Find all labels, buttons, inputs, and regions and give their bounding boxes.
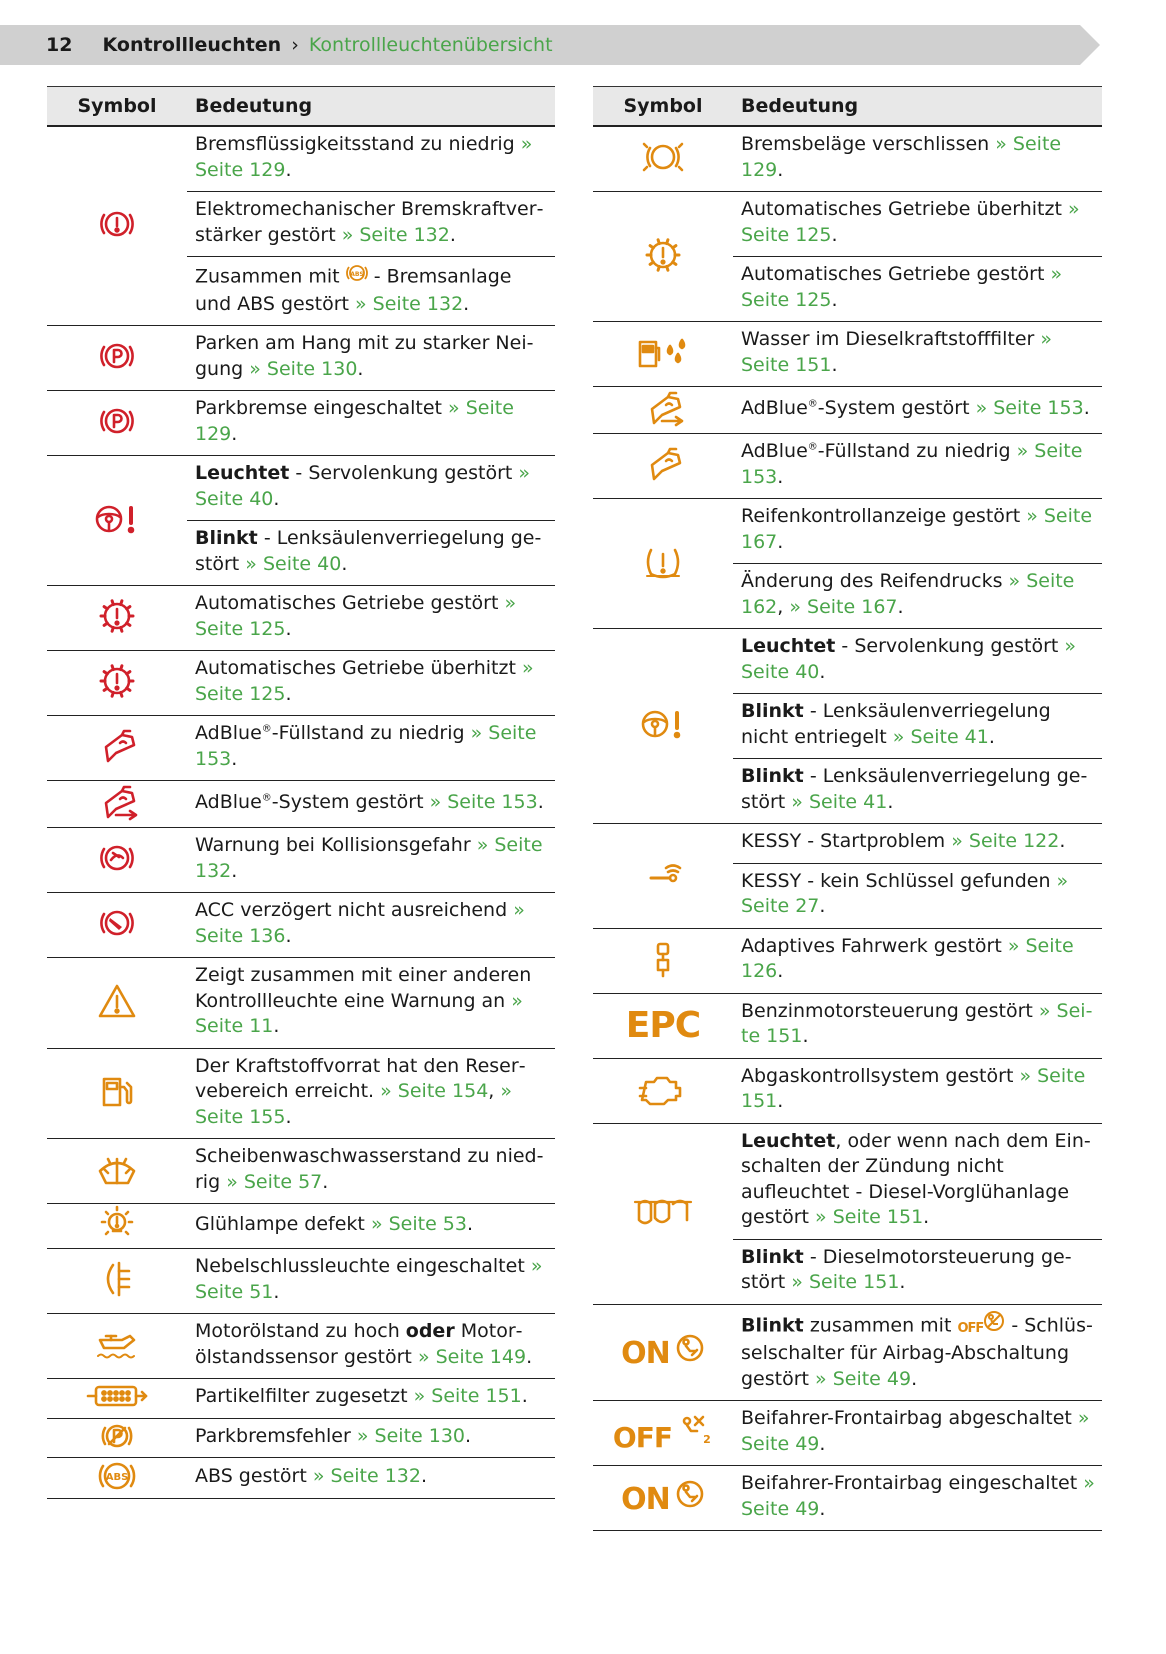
table-row xyxy=(593,1058,1102,1123)
page-reference-link[interactable]: » Seite 126 xyxy=(741,934,1074,982)
warning-triangle-icon xyxy=(97,983,137,1023)
table-row xyxy=(47,828,555,893)
status-label: Blinkt xyxy=(741,700,804,722)
symbol-cell xyxy=(593,928,733,993)
entry-description: AdBlue®-Füllstand zu niedrig » Seite 153. xyxy=(741,440,1083,488)
registered-mark: ® xyxy=(807,441,818,453)
meaning-column-header: Bedeutung xyxy=(187,87,555,127)
page-reference-link[interactable]: » Seite 41 xyxy=(791,790,888,813)
entry-text: , oder wenn nach dem Einschalten der Zündung nicht aufleuchtet - Diesel-Vorglühanlage gestört xyxy=(741,1129,1091,1228)
symbol-cell xyxy=(47,1379,187,1419)
entry-text: Beifahrer-Frontairbag abgeschaltet xyxy=(741,1407,1072,1429)
meaning-cell xyxy=(733,499,1102,629)
table-row xyxy=(47,586,555,651)
symbol-cell xyxy=(47,1314,187,1379)
page-reference-link[interactable]: » Seite 151 xyxy=(741,328,1053,376)
symbol-cell xyxy=(593,434,733,499)
page-reference-link[interactable]: » Seite 132 xyxy=(195,834,543,882)
page-reference-link[interactable]: » Seite 129 xyxy=(195,133,533,181)
glow-plug-icon xyxy=(633,1194,693,1234)
page-reference-link[interactable]: » Seite 136 xyxy=(195,899,525,947)
table-row xyxy=(593,192,1102,322)
adblue-level-red-icon xyxy=(94,725,140,771)
entry-text: - Dieselmotorsteuerung gestört xyxy=(741,1245,1072,1293)
entry-description: AdBlue®-System gestört » Seite 153. xyxy=(741,396,1090,419)
page-reference-link[interactable]: » Seite 49 xyxy=(815,1367,912,1390)
meaning-cell xyxy=(187,586,555,651)
table-row xyxy=(47,1418,555,1458)
page-reference-link[interactable]: » Seite 167 xyxy=(741,505,1093,553)
entry-description: Elektromechanischer Bremskraftverstärker gestört » Seite 132. xyxy=(187,191,555,256)
meaning-cell xyxy=(733,126,1102,192)
page-reference-link[interactable]: » Seite 40 xyxy=(741,635,1077,683)
meaning-cell xyxy=(733,1466,1102,1531)
symbol-cell xyxy=(47,958,187,1049)
page-reference-link[interactable]: » Seite 130 xyxy=(249,357,358,380)
parking-brake-fault-icon xyxy=(96,1419,138,1457)
symbol-cell xyxy=(47,326,187,391)
entry-text: - Lenksäulenverriegelung gestört xyxy=(741,765,1088,813)
table-row xyxy=(47,391,555,456)
gearbox-warning-amber-icon xyxy=(643,235,683,279)
page-reference-link[interactable]: » Seite 151 xyxy=(815,1206,924,1228)
table-row xyxy=(593,993,1102,1058)
page-reference-link[interactable]: » Seite 53 xyxy=(370,1212,467,1235)
epc-icon: EPC xyxy=(625,1005,701,1046)
entry-description: Glühlampe defekt » Seite 53. xyxy=(195,1212,474,1235)
collision-warning-icon xyxy=(94,840,140,880)
symbol-cell xyxy=(593,824,733,929)
entry-description: Wasser im Dieselkraftstofffilter » Seite 151. xyxy=(741,328,1053,376)
table-row xyxy=(593,322,1102,387)
meaning-cell xyxy=(187,456,555,586)
entry-description: Adaptives Fahrwerk gestört » Seite 126. xyxy=(741,934,1074,982)
entry-description: Blinkt - Lenksäulenverriegelung gestört » Seite 41. xyxy=(733,758,1102,823)
entry-description: Partikelfilter zugesetzt » Seite 151. xyxy=(195,1385,528,1407)
page-reference-link[interactable]: » Seite 57 xyxy=(226,1170,323,1193)
entry-text: Beifahrer-Frontairbag eingeschaltet xyxy=(741,1472,1078,1494)
registered-mark: ® xyxy=(261,792,272,804)
status-label: Leuchtet xyxy=(195,462,290,484)
entry-text: -System gestört xyxy=(817,396,970,419)
page-reference-link[interactable]: » Seite 167 xyxy=(789,595,898,618)
parking-brake-red-icon xyxy=(94,338,140,378)
registered-mark: ® xyxy=(261,723,272,735)
symbol-cell xyxy=(47,1139,187,1204)
entry-description: Der Kraftstoffvorrat hat den Reservebereich erreicht. » Seite 154, » Seite 155. xyxy=(195,1054,526,1128)
table-row xyxy=(593,1304,1102,1401)
meaning-cell xyxy=(733,1123,1102,1304)
entry-description: Parkbremsfehler » Seite 130. xyxy=(195,1424,472,1447)
symbol-cell xyxy=(47,893,187,958)
entry-description: Parkbremse eingeschaltet » Seite 129. xyxy=(195,397,514,445)
entry-text: Automatisches Getriebe gestört xyxy=(195,592,499,614)
entry-description: AdBlue®-Füllstand zu niedrig » Seite 153. xyxy=(195,722,537,770)
entry-text: KESSY - kein Schlüssel gefunden xyxy=(741,869,1051,892)
page-reference-link[interactable]: » Seite 153 xyxy=(429,790,538,813)
right-indicator-table xyxy=(593,86,1102,1531)
status-label: Leuchtet xyxy=(741,635,836,657)
rear-fog-light-icon xyxy=(99,1259,135,1303)
page-reference-link[interactable]: » Seite 132 xyxy=(312,1464,421,1487)
symbol-cell xyxy=(593,1058,733,1123)
entry-text: Elektromechanischer Bremskraftverstärker gestört xyxy=(195,198,544,246)
left-table-column xyxy=(47,86,555,1499)
entry-description: Automatisches Getriebe überhitzt » Seite 125. xyxy=(741,198,1080,246)
fuel-reserve-icon xyxy=(100,1071,134,1115)
status-label: Leuchtet xyxy=(741,1129,836,1152)
entry-text: - Schlüsselschalter für Airbag-Abschaltung gestört xyxy=(741,1313,1093,1390)
page-reference-link[interactable]: » Seite 155 xyxy=(195,1080,512,1128)
meaning-cell xyxy=(733,993,1102,1058)
table-row xyxy=(593,1466,1102,1531)
svg-text:2: 2 xyxy=(703,1432,711,1446)
page-reference-link[interactable]: » Seite 153 xyxy=(195,722,537,770)
symbol-cell xyxy=(593,387,733,434)
table-row xyxy=(593,824,1102,929)
entry-text: -System gestört xyxy=(271,790,424,813)
right-table-column xyxy=(593,86,1102,1531)
table-row xyxy=(593,126,1102,192)
gearbox-warning-red-icon xyxy=(97,661,137,705)
adblue-system-red-icon xyxy=(94,781,140,827)
page-reference-link[interactable]: » Seite 151 xyxy=(741,999,1093,1047)
entry-description: Leuchtet - Servolenkung gestört » Seite 40. xyxy=(741,635,1077,683)
entry-text: Abgaskontrollsystem gestört xyxy=(741,1064,1014,1087)
meaning-cell xyxy=(187,893,555,958)
entry-text: ACC verzögert nicht ausreichend xyxy=(195,899,508,921)
symbol-cell xyxy=(593,322,733,387)
entry-text: Der Kraftstoffvorrat hat den Reservebereich erreicht. xyxy=(195,1054,526,1102)
table-row xyxy=(47,651,555,716)
symbol-cell xyxy=(47,828,187,893)
status-label: Blinkt xyxy=(741,765,804,787)
status-label: Blinkt xyxy=(741,1313,804,1336)
meaning-cell xyxy=(733,387,1102,434)
meaning-cell xyxy=(733,322,1102,387)
symbol-cell xyxy=(47,1418,187,1458)
table-row xyxy=(47,456,555,586)
symbol-cell xyxy=(47,716,187,781)
meaning-cell xyxy=(733,1058,1102,1123)
airbag-on-icon: ON xyxy=(621,1479,705,1517)
page-number: 12 xyxy=(46,34,73,56)
entry-description: Leuchtet, oder wenn nach dem Einschalten der Zündung nicht aufleuchtet - Diesel-Vorglühanlage gestört » Seite 151. xyxy=(741,1129,1091,1228)
bulb-failure-icon xyxy=(96,1204,138,1248)
meaning-cell xyxy=(187,651,555,716)
meaning-cell xyxy=(733,1304,1102,1401)
entry-text: Adaptives Fahrwerk gestört xyxy=(741,934,1002,957)
table-row xyxy=(47,326,555,391)
entry-description: Scheibenwaschwasserstand zu niedrig » Seite 57. xyxy=(195,1145,544,1193)
entry-description: Leuchtet - Servolenkung gestört » Seite 40. xyxy=(195,462,531,510)
entry-description: Parken am Hang mit zu starker Neigung » Seite 130. xyxy=(195,332,534,380)
airbag-off-small-icon: OFF xyxy=(957,1310,1005,1342)
svg-text:ABS: ABS xyxy=(349,271,364,278)
meaning-cell xyxy=(187,781,555,828)
entry-text: Nebelschlussleuchte eingeschaltet xyxy=(195,1255,525,1277)
entry-text: Automatisches Getriebe gestört xyxy=(741,263,1045,285)
page-header xyxy=(0,25,1100,65)
page-reference-link[interactable]: » Seite 151 xyxy=(741,1064,1086,1112)
symbol-cell xyxy=(593,192,733,322)
meaning-cell xyxy=(187,1379,555,1419)
entry-text: -Füllstand zu niedrig xyxy=(817,440,1011,462)
meaning-cell xyxy=(187,1249,555,1314)
page-reference-link[interactable]: » Seite 40 xyxy=(195,462,531,510)
symbol-cell xyxy=(47,126,187,326)
symbol-cell xyxy=(593,1466,733,1531)
table-row xyxy=(47,958,555,1049)
table-row xyxy=(47,893,555,958)
left-indicator-table xyxy=(47,86,555,1499)
steering-wheel-red-icon xyxy=(93,502,141,540)
page-reference-link[interactable]: » Seite 51 xyxy=(195,1255,543,1303)
engine-check-icon xyxy=(636,1070,690,1112)
engine-oil-level-icon xyxy=(92,1326,142,1366)
symbol-column-header: Symbol xyxy=(593,87,733,127)
entry-description: Benzinmotorsteuerung gestört » Seite 151. xyxy=(741,999,1093,1047)
page-reference-link[interactable]: » Seite 125 xyxy=(741,198,1080,246)
steering-wheel-amber-icon xyxy=(639,707,687,745)
entry-description: Reifenkontrollanzeige gestört » Seite 167. xyxy=(741,505,1093,553)
entry-description: Automatisches Getriebe gestört » Seite 125. xyxy=(733,256,1102,321)
kessy-key-icon xyxy=(643,856,683,896)
table-row xyxy=(47,1204,555,1249)
symbol-cell xyxy=(47,781,187,828)
meaning-cell xyxy=(733,824,1102,929)
entry-text: Bremsflüssigkeitsstand zu niedrig xyxy=(195,133,515,155)
symbol-cell xyxy=(47,391,187,456)
page-reference-link[interactable]: » Seite 129 xyxy=(741,133,1062,181)
entry-text: KESSY - Startproblem xyxy=(741,830,946,852)
entry-description: Zusammen mit ABS - Bremsanlage und ABS gestört » Seite 132. xyxy=(187,256,555,325)
brake-system-warning-icon xyxy=(94,206,140,246)
status-label: Blinkt xyxy=(741,1245,804,1268)
page-reference-link[interactable]: » Seite 125 xyxy=(195,592,517,640)
meaning-cell xyxy=(187,716,555,781)
page-reference-link[interactable]: » Seite 132 xyxy=(341,223,450,246)
entry-description: Änderung des Reifendrucks » Seite 162, » Seite 167. xyxy=(733,563,1102,628)
adaptive-suspension-icon xyxy=(648,938,678,984)
entry-description: Bremsbeläge verschlissen » Seite 129. xyxy=(741,133,1062,181)
svg-text:ABS: ABS xyxy=(105,1472,129,1483)
adblue-system-amber-icon xyxy=(640,387,686,433)
table-row xyxy=(593,1123,1102,1304)
airbag-on-icon: ON xyxy=(621,1333,705,1371)
section-title: Kontrollleuchten xyxy=(102,34,282,56)
entry-text: Zeigt zusammen mit einer anderen Kontrollleuchte eine Warnung an xyxy=(195,964,532,1012)
page-reference-link[interactable]: » Seite 151 xyxy=(413,1385,522,1407)
symbol-cell xyxy=(593,126,733,192)
entry-description: AdBlue®-System gestört » Seite 153. xyxy=(195,790,544,813)
meaning-cell xyxy=(187,1458,555,1499)
entry-text: - Lenksäulenverriegelung nicht entriegelt xyxy=(741,700,1051,748)
entry-text: Warnung bei Kollisionsgefahr xyxy=(195,834,471,856)
acc-deceleration-icon xyxy=(94,905,140,945)
meaning-cell xyxy=(187,1418,555,1458)
entry-text: Motorölstand zu hoch xyxy=(195,1320,400,1342)
entry-text: Reifenkontrollanzeige gestört xyxy=(741,505,1021,527)
meaning-cell xyxy=(187,1048,555,1139)
symbol-cell xyxy=(47,586,187,651)
meaning-cell xyxy=(187,326,555,391)
table-row xyxy=(593,387,1102,434)
entry-description: Beifahrer-Frontairbag abgeschaltet » Seite 49. xyxy=(741,1407,1090,1455)
entry-description: Zeigt zusammen mit einer anderen Kontrollleuchte eine Warnung an » Seite 11. xyxy=(195,964,532,1037)
entry-description: Automatisches Getriebe gestört » Seite 125. xyxy=(195,592,517,640)
water-in-diesel-icon xyxy=(636,332,690,376)
entry-text: Automatisches Getriebe überhitzt xyxy=(195,657,516,679)
abs-small-icon xyxy=(346,262,368,292)
table-row xyxy=(593,1401,1102,1466)
entry-description: Nebelschlussleuchte eingeschaltet » Seite 51. xyxy=(195,1255,543,1303)
table-row xyxy=(47,1048,555,1139)
entry-description: Automatisches Getriebe überhitzt » Seite 125. xyxy=(195,657,534,705)
table-row xyxy=(47,1249,555,1314)
symbol-cell xyxy=(47,1249,187,1314)
page-reference-link[interactable]: » Seite 125 xyxy=(195,657,534,705)
meaning-cell xyxy=(733,629,1102,824)
symbol-cell xyxy=(593,1401,733,1466)
page-reference-link[interactable]: » Seite 129 xyxy=(195,397,514,445)
symbol-cell xyxy=(593,1304,733,1401)
entry-description: Blinkt - Lenksäulenverriegelung nicht entriegelt » Seite 41. xyxy=(733,693,1102,758)
page-reference-link[interactable]: » Seite 122 xyxy=(951,830,1060,852)
entry-text: - Lenksäulenverriegelung gestört xyxy=(195,527,542,575)
meaning-cell xyxy=(187,126,555,326)
registered-mark: ® xyxy=(807,398,818,410)
brake-pads-icon xyxy=(638,139,688,179)
entry-text: - Bremsanlage und ABS gestört xyxy=(195,265,512,315)
symbol-cell xyxy=(593,993,733,1058)
meaning-column-header: Bedeutung xyxy=(733,87,1102,127)
table-row xyxy=(47,1139,555,1204)
entry-text: -Füllstand zu niedrig xyxy=(271,722,465,744)
entry-text: Benzinmotorsteuerung gestört xyxy=(741,999,1033,1022)
page-reference-link[interactable]: » Seite 149 xyxy=(417,1345,527,1368)
symbol-cell xyxy=(593,1123,733,1304)
entry-text: Partikelfilter zugesetzt xyxy=(195,1385,408,1407)
meaning-cell xyxy=(733,928,1102,993)
entry-description: Beifahrer-Frontairbag eingeschaltet » Seite 49. xyxy=(741,1472,1095,1520)
entry-description: Abgaskontrollsystem gestört » Seite 151. xyxy=(741,1064,1086,1112)
entry-text: Wasser im Dieselkraftstofffilter xyxy=(741,328,1035,350)
meaning-cell xyxy=(187,1204,555,1249)
meaning-cell xyxy=(187,391,555,456)
entry-text: Parkbremse eingeschaltet xyxy=(195,397,442,419)
breadcrumb-separator: › xyxy=(291,34,299,56)
entry-text: - Servolenkung gestört xyxy=(841,635,1059,657)
meaning-cell xyxy=(733,192,1102,322)
symbol-cell xyxy=(593,629,733,824)
entry-description: Warnung bei Kollisionsgefahr » Seite 132. xyxy=(195,834,543,882)
entry-text: Parken am Hang mit zu starker Neigung xyxy=(195,332,534,380)
entry-description: Bremsflüssigkeitsstand zu niedrig » Seite 129. xyxy=(195,133,533,181)
entry-description: ACC verzögert nicht ausreichend » Seite 136. xyxy=(195,899,525,947)
entry-text: Automatisches Getriebe überhitzt xyxy=(741,198,1062,220)
gearbox-warning-red-icon xyxy=(97,596,137,640)
meaning-cell xyxy=(187,1314,555,1379)
table-row xyxy=(593,499,1102,629)
entry-text: - Servolenkung gestört xyxy=(295,462,513,484)
entry-description: Blinkt - Dieselmotorsteuerung gestört » Seite 151. xyxy=(733,1239,1102,1304)
status-label: Blinkt xyxy=(195,527,258,549)
page-reference-link[interactable]: » Seite 151 xyxy=(791,1271,900,1293)
entry-text: Parkbremsfehler xyxy=(195,1424,351,1447)
meaning-cell xyxy=(187,958,555,1049)
symbol-column-header: Symbol xyxy=(47,87,187,127)
subsection-title: Kontrollleuchtenübersicht xyxy=(308,34,553,56)
symbol-cell xyxy=(47,1458,187,1499)
meaning-cell xyxy=(187,1139,555,1204)
airbag-off-icon: OFF 2 xyxy=(613,1413,713,1454)
entry-text: ABS gestört xyxy=(195,1464,307,1487)
table-row xyxy=(47,1314,555,1379)
table-row xyxy=(593,434,1102,499)
table-row xyxy=(593,928,1102,993)
entry-description: KESSY - kein Schlüssel gefunden » Seite 27. xyxy=(733,863,1102,928)
symbol-cell xyxy=(593,499,733,629)
page-reference-link[interactable]: » Seite 49 xyxy=(741,1472,1095,1520)
table-row xyxy=(47,716,555,781)
entry-description: KESSY - Startproblem » Seite 122. xyxy=(741,830,1066,852)
adblue-level-amber-icon xyxy=(640,443,686,489)
table-row xyxy=(47,1379,555,1419)
meaning-cell xyxy=(733,434,1102,499)
symbol-cell xyxy=(47,1048,187,1139)
parking-brake-red-icon xyxy=(94,403,140,443)
page-reference-link[interactable]: » Seite 11 xyxy=(195,989,523,1037)
page-reference-link[interactable]: » Seite 130 xyxy=(356,1424,466,1447)
particle-filter-icon xyxy=(86,1381,148,1415)
page-reference-link[interactable]: » Seite 125 xyxy=(741,263,1063,311)
page-reference-link[interactable]: » Seite 153 xyxy=(741,440,1083,488)
page-reference-link[interactable]: » Seite 40 xyxy=(245,552,342,575)
meaning-cell xyxy=(733,1401,1102,1466)
table-row xyxy=(47,126,555,326)
entry-description: Motorölstand zu hoch oder Motorölstandssensor gestört » Seite 149. xyxy=(195,1320,533,1368)
symbol-cell xyxy=(47,456,187,586)
symbol-cell xyxy=(47,1204,187,1249)
entry-description: ABS gestört » Seite 132. xyxy=(195,1464,428,1487)
entry-text: Glühlampe defekt xyxy=(195,1212,365,1235)
table-row xyxy=(47,1458,555,1499)
page-reference-link[interactable]: » Seite 27 xyxy=(741,869,1069,917)
entry-text: Scheibenwaschwasserstand zu niedrig xyxy=(195,1145,544,1193)
table-row xyxy=(593,629,1102,824)
abs-warning-icon xyxy=(92,1458,142,1498)
page-reference-link[interactable]: » Seite 41 xyxy=(892,725,989,748)
entry-description: Blinkt zusammen mit OFF - Schlüsselschalter für Airbag-Abschaltung gestört » Seite 49. xyxy=(733,1305,1102,1401)
page-reference-link[interactable]: » Seite 154 xyxy=(380,1080,489,1102)
entry-description: Blinkt - Lenksäulenverriegelung gestört » Seite 40. xyxy=(187,520,555,585)
page-reference-link[interactable]: » Seite 153 xyxy=(975,396,1084,419)
page-reference-link[interactable]: » Seite 132 xyxy=(355,292,464,315)
table-row xyxy=(47,781,555,828)
washer-fluid-icon xyxy=(94,1149,140,1193)
entry-text: Änderung des Reifendrucks xyxy=(741,570,1003,592)
symbol-cell xyxy=(47,651,187,716)
page-reference-link[interactable]: » Seite 162 xyxy=(741,570,1075,618)
entry-text: Bremsbeläge verschlissen xyxy=(741,133,990,155)
page-reference-link[interactable]: » Seite 49 xyxy=(741,1407,1090,1455)
tire-pressure-icon xyxy=(641,542,685,586)
meaning-cell xyxy=(187,828,555,893)
